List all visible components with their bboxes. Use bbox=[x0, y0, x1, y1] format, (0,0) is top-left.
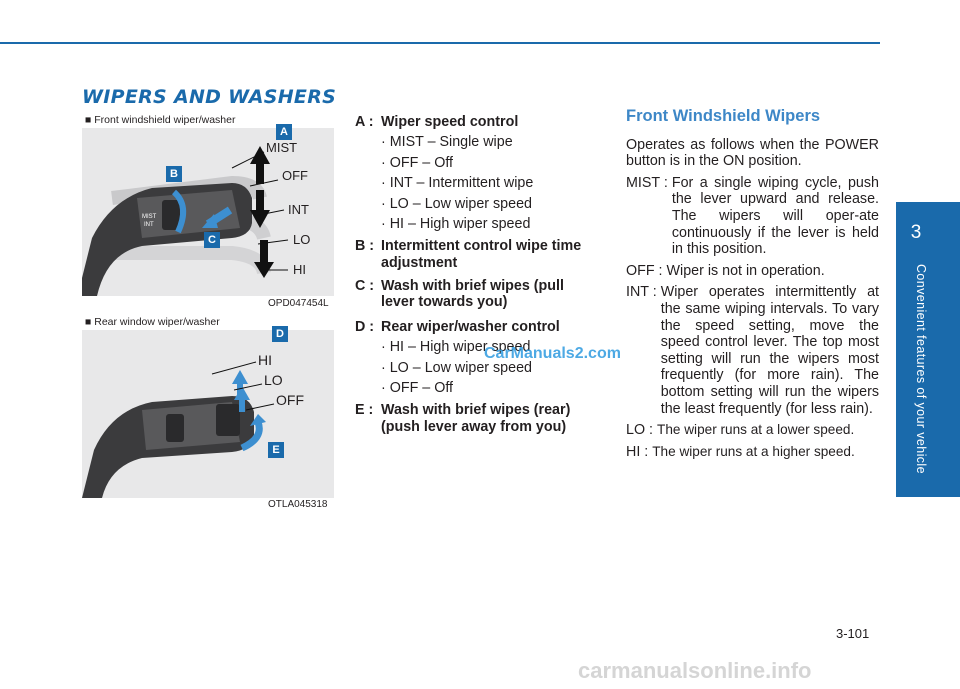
control-d-item: · OFF – Off bbox=[381, 380, 454, 397]
control-a-item: · MIST – Single wipe bbox=[381, 134, 513, 151]
mist-term: MIST : bbox=[626, 174, 668, 191]
badge-e: E bbox=[268, 442, 284, 458]
lo-entry bbox=[626, 422, 879, 439]
figure-front-caption: ■ Front windshield wiper/washer bbox=[85, 114, 236, 126]
front-wipers-section bbox=[626, 108, 879, 465]
chapter-number: 3 bbox=[910, 222, 922, 243]
label-mist: MIST bbox=[266, 140, 298, 155]
control-e-text: Wash with brief wipes (rear) (push lever away from you) bbox=[381, 402, 571, 436]
lo-desc: The wiper runs at a lower speed. bbox=[657, 422, 855, 438]
label-int: INT bbox=[288, 202, 309, 217]
control-d-item: · LO – Low wiper speed bbox=[381, 359, 532, 376]
chapter-tab bbox=[896, 202, 960, 497]
front-wipers-intro: Operates as follows when the POWER button is in the ON position. bbox=[626, 136, 879, 170]
int-entry bbox=[626, 284, 879, 417]
svg-text:INT: INT bbox=[144, 222, 154, 228]
front-wipers-heading: Front Windshield Wipers bbox=[626, 107, 821, 125]
int-desc: Wiper operates intermittently at the same wiping intervals. To vary the speed setting, move the speed control lever. The top most setting will run the wipers most frequently (for more rain). The bottom setting will run the wipers the least frequently (for less rain). bbox=[660, 284, 879, 417]
hi-term: HI : bbox=[626, 443, 649, 460]
chapter-title-vertical bbox=[904, 264, 928, 494]
figure-front-wiper bbox=[82, 128, 334, 296]
off-entry bbox=[626, 263, 879, 280]
figure-rear-wiper bbox=[82, 330, 334, 498]
badge-c: C bbox=[204, 232, 220, 248]
figure-front-code: OPD047454L bbox=[268, 298, 329, 309]
label-rear-off: OFF bbox=[276, 392, 304, 408]
control-d-item: · HI – High wiper speed bbox=[381, 339, 531, 356]
control-a-item: · INT – Intermittent wipe bbox=[381, 175, 534, 192]
off-desc: Wiper is not in operation. bbox=[666, 262, 825, 279]
int-term: INT : bbox=[626, 284, 657, 301]
rear-wiper-illustration bbox=[82, 330, 334, 498]
control-a-item: · LO – Low wiper speed bbox=[381, 195, 532, 212]
control-c-text: Wash with brief wipes (pull lever towards you) bbox=[381, 277, 564, 311]
badge-a: A bbox=[276, 124, 292, 140]
badge-b: B bbox=[166, 166, 182, 182]
mist-entry bbox=[626, 175, 879, 258]
badge-d: D bbox=[272, 326, 288, 342]
figure-rear-code: OTLA045318 bbox=[268, 499, 328, 510]
control-a-item: · HI – High wiper speed bbox=[381, 216, 531, 233]
section-title: WIPERS AND WASHERS bbox=[82, 86, 337, 108]
hi-entry bbox=[626, 444, 879, 461]
control-b-label: B : bbox=[355, 238, 375, 255]
control-c-label: C : bbox=[355, 277, 375, 294]
control-a-item: · OFF – Off bbox=[381, 154, 454, 171]
control-b-text: Intermittent control wipe time adjustment bbox=[381, 238, 582, 272]
lo-term: LO : bbox=[626, 422, 654, 439]
label-off: OFF bbox=[282, 168, 308, 183]
controls-legend bbox=[355, 112, 600, 436]
footer-watermark: carmanualsonline.info bbox=[578, 658, 812, 683]
header-rule bbox=[0, 42, 880, 44]
svg-text:MIST: MIST bbox=[142, 214, 157, 220]
control-d-label: D : bbox=[355, 318, 375, 335]
label-rear-hi: HI bbox=[258, 352, 272, 368]
label-lo: LO bbox=[293, 232, 311, 247]
control-a-text: Wiper speed control bbox=[381, 114, 519, 130]
label-rear-lo: LO bbox=[264, 372, 283, 388]
chapter-title: Convenient features of your vehicle bbox=[914, 264, 928, 474]
label-hi: HI bbox=[293, 262, 306, 277]
mist-desc: For a single wiping cycle, push the lever upward and release. The wipers will oper-ate continuously if the lever is held in this position. bbox=[671, 174, 879, 258]
figure-rear-caption: ■ Rear window wiper/washer bbox=[85, 316, 220, 328]
watermark: CarManuals2.com bbox=[484, 345, 621, 362]
off-term: OFF : bbox=[626, 262, 663, 279]
control-e-label: E : bbox=[355, 402, 374, 419]
hi-desc: The wiper runs at a higher speed. bbox=[652, 443, 855, 459]
page-number: 3-101 bbox=[836, 626, 870, 641]
control-d-text: Rear wiper/washer control bbox=[381, 318, 560, 335]
control-a-label: A : bbox=[355, 114, 374, 130]
